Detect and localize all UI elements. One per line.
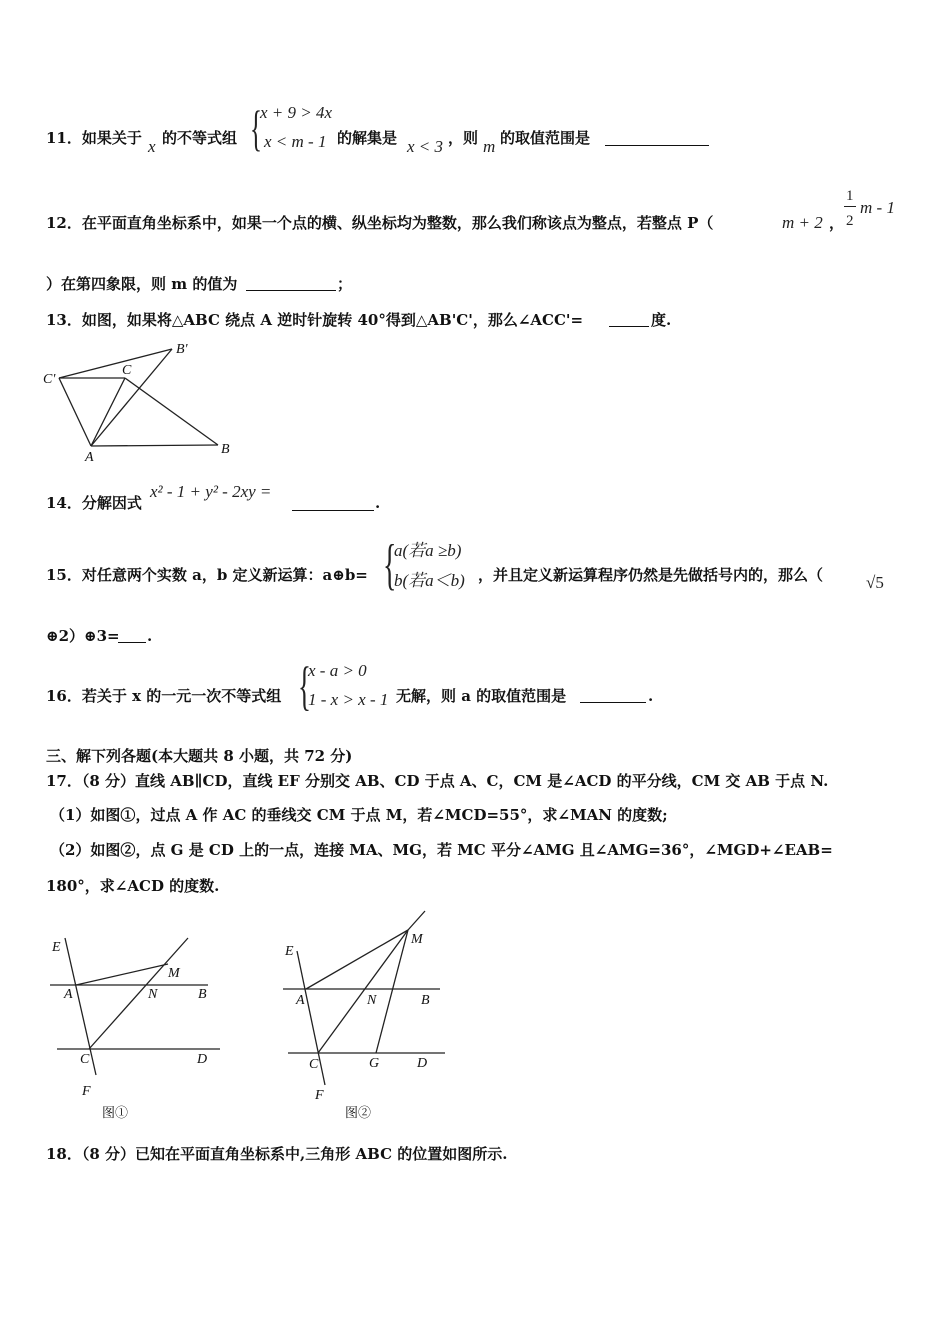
q16-sys-line2: 1 - x > x - 1 <box>308 690 389 709</box>
q15-answer-blank <box>118 642 146 643</box>
q12-frac-den: 2 <box>846 213 854 229</box>
q17-line3: （2）如图②，点 G 是 CD 上的一点，连接 MA、MG，若 MC 平分∠AMG 且∠AMG=36°，∠MGD+∠EAB= <box>50 841 833 859</box>
fig1-label-f: F <box>82 1084 91 1099</box>
q13-label-c: C <box>122 363 132 378</box>
q13-segment-abp <box>91 349 172 446</box>
q17-line2: （1）如图①，过点 A 作 AC 的垂线交 CM 于点 M，若∠MCD=55°，求∠MAN 的度数; <box>50 806 668 824</box>
q18-text: 18．（8 分）已知在平面直角坐标系中,三角形 ABC 的位置如图所示. <box>46 1145 508 1163</box>
q12-coord1: m + 2 <box>782 213 823 232</box>
fig2-label-n: N <box>367 993 377 1008</box>
q17-figure-1 <box>40 925 260 1125</box>
q14-lead: 14．分解因式 <box>46 494 142 512</box>
q12-frac-bar <box>844 206 856 207</box>
fig1-label-m: M <box>168 966 180 981</box>
fig1-line-am <box>76 964 168 985</box>
q15-case2: b(若a＜b) <box>394 571 465 590</box>
q15-case1: a(若a ≥b) <box>394 541 462 560</box>
q11-sys-line1: x + 9 > 4x <box>260 103 333 122</box>
q15-line2-tail: . <box>147 627 153 645</box>
fig2-line-cm <box>318 930 408 1053</box>
q14-tail: . <box>375 494 381 512</box>
q13-segment-ab <box>91 445 218 446</box>
fig1-line-cm <box>89 938 188 1049</box>
fig2-label-d: D <box>417 1056 428 1071</box>
fig2-label-b: B <box>421 993 430 1008</box>
fig1-label-d: D <box>197 1052 208 1067</box>
q16-brace: { <box>298 656 311 716</box>
q12-comma: ， <box>829 214 845 232</box>
q13-tail: 度. <box>651 311 672 329</box>
fig2-label-m: M <box>411 932 423 947</box>
fig1-caption: 图① <box>102 1105 129 1120</box>
q11-sol: x < 3 <box>407 137 444 156</box>
q12-line2a: ）在第四象限，则 m 的值为 <box>46 275 238 293</box>
q13-text: 13．如图，如果将△ABC 绕点 A 逆时针旋转 40°得到△AB'C'，那么∠ACC'= <box>46 311 584 329</box>
q11-lead: 11．如果关于 <box>46 129 142 147</box>
fig1-label-n: N <box>148 987 158 1002</box>
q11-sys-line2: x < m - 1 <box>264 132 327 151</box>
q13-segment-cpbp <box>59 349 172 378</box>
q13-label-b: B <box>221 442 230 457</box>
q11-sol-text: 的解集是 <box>337 129 398 147</box>
q16-lead: 16．若关于 x 的一元一次不等式组 <box>46 687 282 705</box>
q16-answer-blank <box>580 702 646 703</box>
q13-label-bp: B' <box>176 342 188 357</box>
q17-line4: 180°，求∠ACD 的度数. <box>46 877 220 895</box>
fig2-label-f: F <box>315 1088 324 1103</box>
q13-label-cp: C' <box>43 372 56 387</box>
q17-figure-2 <box>275 905 475 1120</box>
q12-answer-blank <box>246 290 336 291</box>
q14-answer-blank <box>292 510 374 511</box>
q17-line1: 17．（8 分）直线 AB∥CD，直线 EF 分别交 AB、CD 于点 A、C，CM 是∠ACD 的平分线，CM 交 AB 于点 N. <box>46 772 829 790</box>
q13-segment-cpa <box>59 378 91 446</box>
fig2-label-g: G <box>369 1056 380 1071</box>
q15-sqrt: √5 <box>866 573 884 592</box>
q12-frac-num: 1 <box>846 188 854 204</box>
q13-figure <box>35 335 295 465</box>
q16-end: . <box>648 687 654 705</box>
q11-brace: { <box>250 100 262 156</box>
fig2-line-m-ext <box>408 911 425 930</box>
fig2-line-gm <box>376 930 408 1053</box>
q15-line2: ⊕2）⊕3= <box>46 627 120 645</box>
fig2-line-am <box>306 930 408 989</box>
q11-mid: 的不等式组 <box>162 129 238 147</box>
q16-tail: 无解，则 a 的取值范围是 <box>396 687 567 705</box>
q15-mid: ，并且定义新运算程序仍然是先做括号内的，那么（ <box>478 566 824 584</box>
q15-lead: 15．对任意两个实数 a，b 定义新运算：a⊕b= <box>46 566 368 584</box>
q15-brace: { <box>383 534 397 596</box>
q11-var-x: x <box>148 137 156 156</box>
fig1-label-c: C <box>80 1052 90 1067</box>
q12-frac-tail: m - 1 <box>860 198 895 217</box>
fig1-label-e: E <box>52 940 61 955</box>
q14-expr: x² - 1 + y² - 2xy = <box>150 482 272 501</box>
q11-tail: 的取值范围是 <box>500 129 591 147</box>
q16-sys-line1: x - a > 0 <box>308 661 367 680</box>
fig1-label-a: A <box>64 987 73 1002</box>
section-3-heading: 三、解下列各题(本大题共 8 小题，共 72 分) <box>46 747 353 765</box>
q13-segment-cb <box>125 378 218 445</box>
fig2-label-a: A <box>296 993 305 1008</box>
q11-var-m: m <box>483 137 496 156</box>
q13-answer-blank <box>609 326 649 327</box>
q12-line1: 12．在平面直角坐标系中，如果一个点的横、纵坐标均为整数，那么我们称该点为整点，若整点 P（ <box>46 214 714 232</box>
q13-label-a: A <box>85 450 94 465</box>
fig2-label-e: E <box>285 944 294 959</box>
fig2-label-c: C <box>309 1057 319 1072</box>
q11-then: ，则 <box>448 129 479 147</box>
fig2-caption: 图② <box>345 1105 372 1120</box>
q11-answer-blank <box>605 145 709 146</box>
q12-line2b: ； <box>337 275 353 293</box>
fig1-label-b: B <box>198 987 207 1002</box>
